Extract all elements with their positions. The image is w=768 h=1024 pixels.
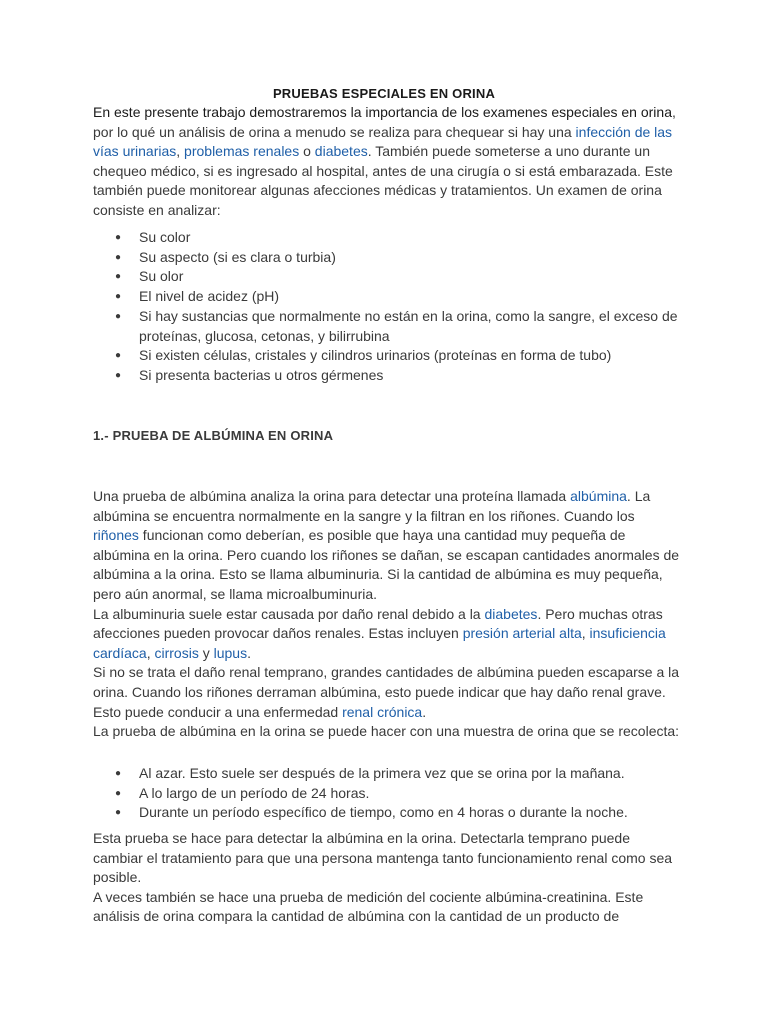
- paragraph-muestra: La prueba de albúmina en la orina se puede hacer con una muestra de orina que se recolecta:: [93, 723, 680, 740]
- section-heading: 1.- PRUEBA DE ALBÚMINA EN ORINA: [93, 428, 334, 443]
- text-span: .: [247, 644, 251, 661]
- paragraph-albuminuria-causes: [93, 605, 683, 664]
- text-span: La albuminuria suele estar causada por daño renal debido a la: [93, 605, 485, 622]
- text-span: ,: [581, 625, 590, 642]
- paragraph-dano-renal: [93, 663, 683, 722]
- sample-list: [93, 764, 683, 823]
- link-albumina[interactable]: albúmina: [570, 488, 627, 504]
- link-diabetes-intro[interactable]: diabetes: [314, 143, 368, 159]
- list-item: ● Su color: [93, 228, 683, 248]
- link-insuficiencia-cardiaca[interactable]: insuficiencia cardíaca: [93, 625, 666, 661]
- list-item: ● Su olor: [93, 267, 683, 287]
- list-item: ● Si existen células, cristales y cilindros urinarios (proteínas en forma de tubo): [93, 346, 683, 366]
- link-lupus[interactable]: lupus: [213, 644, 248, 661]
- list-item: ● Durante un período específico de tiempo, como en 4 horas o durante la noche.: [93, 803, 683, 823]
- paragraph-deteccion: Esta prueba se hace para detectar la albúmina en la orina. Detectarla temprano puede cambiar el tratamiento para que una persona mantenga tanto funcionamiento renal como sea posible.: [93, 830, 673, 886]
- document-title: PRUEBAS ESPECIALES EN ORINA: [272, 86, 496, 101]
- list-item: ● Al azar. Esto suele ser después de la primera vez que se orina por la mañana.: [93, 764, 683, 784]
- list-item: ● Si presenta bacterias u otros gérmenes: [93, 366, 683, 386]
- intro-text-2: , por lo qué un análisis de orina a menudo se realiza para chequear si hay una: [93, 104, 676, 140]
- list-item: ● El nivel de acidez (pH): [93, 287, 683, 307]
- paragraph-cociente: A veces también se hace una prueba de medición del cociente albúmina-creatinina. Este análisis de orina compara la cantidad de albúmina con la cantidad de un producto de: [93, 888, 644, 925]
- text-span: Una prueba de albúmina analiza la orina para detectar una proteína llamada: [93, 488, 571, 504]
- text-span: . La albúmina se encuentra normalmente en la sangre y la filtran en los riñones. Cuando los: [93, 488, 651, 524]
- text-span: y: [198, 644, 214, 661]
- text-span: .: [422, 703, 427, 720]
- link-infeccion-vias-urinarias[interactable]: infección de las vías urinarias: [93, 123, 673, 159]
- text-span: funcionan como deberían, es posible que haya una cantidad muy pequeña de albúmina en la orina. Pero cuando los riñones se dañan, se escapan cantidades anormales de albúmina a la orina. Esto se llama albuminuria. Si la cantidad de albúmina es muy pequeña, pero aún anormal, se llama microalbuminuria.: [93, 527, 680, 602]
- intro-text-3: ,: [176, 143, 185, 159]
- link-problemas-renales[interactable]: problemas renales: [184, 143, 300, 159]
- analysis-list: [93, 228, 683, 386]
- list-item: ● Si hay sustancias que normalmente no están en la orina, como la sangre, el exceso de proteínas, glucosa, cetonas, y bilirrubina: [93, 307, 683, 346]
- text-span: . Pero muchas otras afecciones pueden provocar daños renales. Estas incluyen: [93, 605, 663, 642]
- link-cirrosis[interactable]: cirrosis: [154, 644, 199, 661]
- list-item: ● A lo largo de un período de 24 horas.: [93, 784, 683, 804]
- text-span: Si no se trata el daño renal temprano, grandes cantidades de albúmina pueden escaparse a la orina. Cuando los riñones derraman albúmina, esto puede indicar que hay daño renal grave. Esto puede conducir a una enfermedad: [93, 664, 680, 720]
- intro-text-5: . También puede someterse a uno durante un chequeo médico, si es ingresado al hospital, antes de una cirugía o si está embarazada. Este también puede monitorear algunas afecciones médicas y tratamientos. Un examen de orina consiste en analizar:: [93, 143, 673, 218]
- link-diabetes[interactable]: diabetes: [484, 605, 538, 622]
- link-presion-arterial-alta[interactable]: presión arterial alta: [462, 625, 582, 642]
- section-body: [93, 487, 683, 742]
- link-renal-cronica[interactable]: renal crónica: [342, 703, 423, 720]
- intro-text-4: o: [299, 143, 315, 159]
- text-span: ,: [146, 644, 155, 661]
- paragraph-albumina-intro: [93, 487, 683, 605]
- link-rinones[interactable]: riñones: [93, 527, 139, 544]
- list-item: ● Su aspecto (si es clara o turbia): [93, 248, 683, 268]
- closing-body: [93, 829, 683, 927]
- intro-text-1: En este presente trabajo demostraremos la importancia de los examenes especiales en orina: [93, 104, 672, 120]
- intro-paragraph: [93, 103, 683, 220]
